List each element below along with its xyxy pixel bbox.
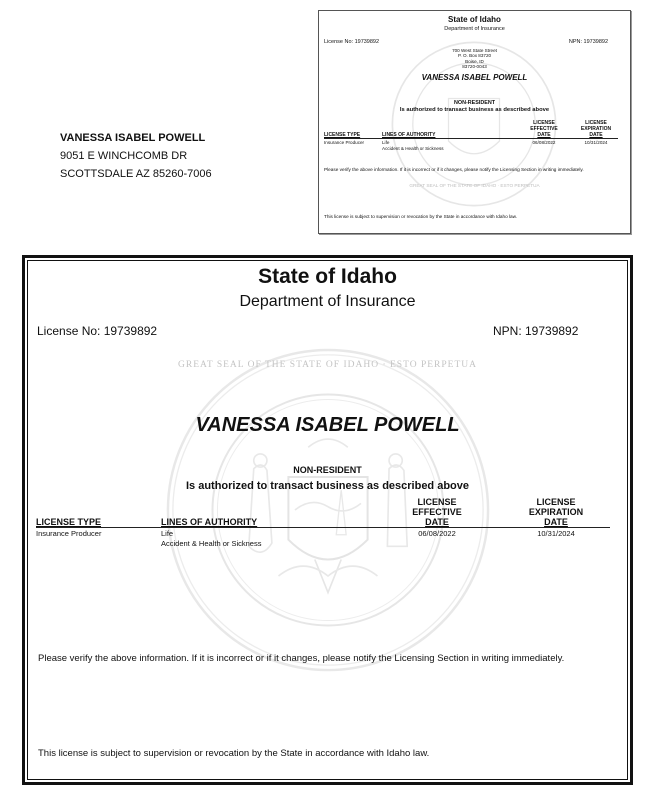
header-line: EFFECTIVE [412, 507, 462, 517]
seal-motto: ESTO PERPETUA [500, 183, 540, 188]
header-line: DATE [537, 132, 551, 138]
cell-effective-date: 06/08/2022 [532, 140, 556, 145]
header-line: LICENSE [536, 497, 576, 507]
card-department: Department of Insurance [444, 26, 505, 32]
address-line: Boise, ID [465, 58, 484, 64]
col-lines-of-authority: LINES OF AUTHORITY [382, 132, 436, 138]
cell-expiration-date: 10/31/2024 [537, 529, 575, 538]
department-name: Department of Insurance [239, 293, 416, 310]
recipient-street: 9051 E WINCHCOMB DR [60, 150, 188, 162]
col-license-type: LICENSE TYPE [324, 132, 361, 138]
recipient-name: VANESSA ISABEL POWELL [60, 132, 206, 144]
col-expiration-date [521, 497, 591, 527]
seal-top-text: GREAT SEAL OF [178, 360, 262, 370]
address-line: P. O. Box 83720 [457, 53, 492, 59]
seal-bottom-text: THE STATE OF IDAHO [447, 183, 497, 188]
seal-top-text: GREAT SEAL OF [409, 183, 446, 188]
cell-expiration-date: 10/31/2024 [584, 140, 608, 145]
residency-status: NON-RESIDENT [293, 465, 362, 475]
subject-notice: This license is subject to supervision or revocation by the State in accordance with Idaho law. [38, 748, 430, 759]
licensee-name: VANESSA ISABEL POWELL [195, 414, 460, 436]
cell-license-type: Insurance Producer [36, 529, 102, 538]
verify-notice: Please verify the above information. If it is incorrect or if it changes, please notify the Licensing Section in writing immediately. [38, 653, 565, 664]
license-table [36, 497, 610, 550]
header-line: DATE [425, 517, 449, 527]
authority-line: Accident & Health or Sickness [161, 539, 262, 548]
recipient-city-line: SCOTTSDALE AZ 85260-7006 [60, 168, 212, 180]
header-line: DATE [589, 132, 603, 138]
card-verify-notice: Please verify the above information. If it is incorrect or if it changes, please notify the Licensing Section in writing immediately. [324, 167, 584, 172]
header-line: EFFECTIVE [530, 126, 558, 132]
seal-motto: ESTO PERPETUA [389, 360, 477, 370]
header-line: LICENSE [533, 120, 555, 126]
address-line: 700 West State Street [452, 48, 497, 53]
header-line: EXPIRATION [580, 126, 612, 132]
npn-number: NPN: 19739892 [493, 324, 579, 338]
card-residency-status: NON-RESIDENT [453, 100, 496, 106]
col-effective-date [406, 497, 468, 527]
authority-line: Life [161, 529, 174, 538]
card-licensee-name: VANESSA ISABEL POWELL [421, 73, 528, 82]
seal-bottom-text: THE STATE OF IDAHO [264, 360, 380, 370]
card-npn: NPN: 19739892 [568, 39, 608, 45]
state-title: State of Idaho [258, 265, 397, 288]
seal-caption: GREAT SEAL OF THE STATE OF IDAHO · ESTO PERPETUA [178, 360, 477, 370]
cell-effective-date: 06/08/2022 [418, 529, 456, 538]
header-line: LICENSE [585, 120, 607, 126]
license-number: License No: 19739892 [37, 324, 158, 338]
cell-license-type: Insurance Producer [324, 140, 365, 145]
authority-line: Accident & Health or Sickness [382, 146, 444, 151]
header-line: DATE [544, 517, 568, 527]
card-seal-caption: GREAT SEAL OF THE STATE OF IDAHO · ESTO PERPETUA [409, 183, 540, 188]
col-lines-of-authority: LINES OF AUTHORITY [161, 517, 258, 527]
col-license-type: LICENSE TYPE [36, 517, 102, 527]
table-header [36, 497, 610, 528]
cell-lines-of-authority [161, 529, 261, 549]
card-state-title: State of Idaho [448, 15, 501, 24]
authority-line: Life [382, 140, 390, 145]
address-line: 83720-0043 [462, 64, 487, 70]
card-license-number: License No: 19739892 [324, 39, 380, 45]
header-line: EXPIRATION [528, 507, 584, 517]
card-subject-notice: This license is subject to supervision or revocation by the State in accordance with Idaho law. [324, 214, 518, 219]
card-authorization-statement: Is authorized to transact business as described above [399, 107, 550, 113]
header-line: LICENSE [417, 497, 457, 507]
authorization-statement: Is authorized to transact business as described above [185, 480, 470, 492]
table-row [36, 528, 610, 550]
